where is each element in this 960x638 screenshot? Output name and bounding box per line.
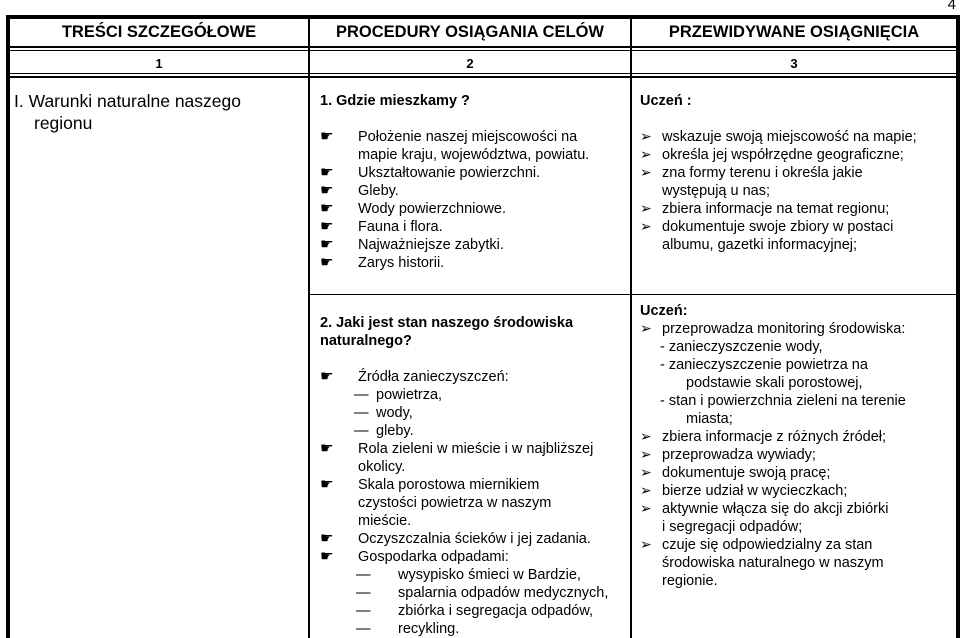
dash-bullet-icon: — — [356, 567, 371, 583]
numbers-divider-2 — [6, 76, 960, 78]
outcome2-block — [638, 302, 953, 590]
list-item: ➢ dokumentuje swoje zbiory w postaci albumu, gazetki informacyjnej; — [640, 218, 894, 253]
dash-bullet-icon: — — [356, 603, 371, 619]
header-col3: PRZEWIDYWANE OSIĄGNIĘCIA — [668, 23, 920, 41]
list-item: ➢ zbiera informacje na temat regionu; — [640, 200, 890, 217]
list-item: ☛ Fauna i flora. — [320, 218, 443, 235]
list-item: ☛ Gleby. — [320, 182, 399, 199]
list-item: ➢ wskazuje swoją miejscowość na mapie; — [640, 128, 917, 145]
pointing-hand-icon: ☛ — [320, 236, 334, 253]
table-top-border — [6, 15, 960, 19]
section-title: I. Warunki naturalne naszego regionu — [14, 91, 241, 133]
list-item: ☛ Najważniejsze zabytki. — [320, 236, 504, 253]
arrow-bullet-icon: ➢ — [640, 428, 652, 444]
arrow-bullet-icon: ➢ — [640, 128, 652, 144]
pointing-hand-icon: ☛ — [320, 440, 334, 457]
pointing-hand-icon: ☛ — [320, 368, 334, 385]
pointing-hand-icon: ☛ — [320, 128, 334, 145]
column-number-1: 1 — [155, 56, 163, 71]
dash-bullet-icon: — — [354, 423, 369, 439]
pointing-hand-icon: ☛ — [320, 200, 334, 217]
pointing-hand-icon: ☛ — [320, 548, 334, 565]
pointing-hand-icon: ☛ — [320, 530, 334, 547]
list-item: ➢ przeprowadza monitoring środowiska: — [640, 320, 906, 337]
list-item: ☛ Gospodarka odpadami: — [320, 548, 509, 565]
list-item: ☛ Źródła zanieczyszczeń: — [320, 368, 509, 385]
arrow-bullet-icon: ➢ — [640, 482, 652, 498]
list-item: ➢ aktywnie włącza się do akcji zbiórki i segregacji odpadów; — [640, 500, 889, 535]
arrow-bullet-icon: ➢ — [640, 500, 652, 516]
list-item: ☛ Oczyszczalnia ścieków i jej zadania. — [320, 530, 591, 547]
sub-item: - zanieczyszczenie wody, — [660, 339, 823, 355]
row-divider — [308, 294, 960, 295]
arrow-bullet-icon: ➢ — [640, 164, 652, 180]
list-item: ☛ Skala porostowa miernikiem czystości powietrza w naszym mieście. — [320, 476, 552, 529]
column-number-3: 3 — [790, 56, 798, 71]
outcome2-heading: Uczeń: — [640, 303, 688, 319]
arrow-bullet-icon: ➢ — [640, 218, 652, 234]
arrow-bullet-icon: ➢ — [640, 200, 652, 216]
sub-item: — powietrza, — [354, 387, 443, 403]
topic2-heading: 2. Jaki jest stan naszego środowiska naturalnego? — [320, 315, 574, 349]
sub-item: - stan i powierzchnia zieleni na terenie miasta; — [660, 393, 906, 427]
sub-item: — gleby. — [354, 423, 414, 439]
header-divider-2 — [6, 50, 960, 51]
arrow-bullet-icon: ➢ — [640, 536, 652, 552]
dash-bullet-icon: — — [354, 405, 369, 421]
header-col1: TREŚCI SZCZEGÓŁOWE — [61, 23, 257, 41]
sub-item: — zbiórka i segregacja odpadów, — [356, 603, 594, 619]
arrow-bullet-icon: ➢ — [640, 446, 652, 462]
list-item: ➢ zna formy terenu i określa jakie występują u nas; — [640, 164, 863, 199]
topic2-block — [320, 314, 628, 638]
sub-item: — wody, — [354, 405, 413, 421]
outcome1-heading: Uczeń : — [640, 93, 692, 109]
arrow-bullet-icon: ➢ — [640, 146, 652, 162]
list-item: ➢ czuje się odpowiedzialny za stan środowiska naturalnego w naszym regionie. — [640, 536, 884, 589]
list-item: ➢ bierze udział w wycieczkach; — [640, 482, 848, 499]
list-item: ☛ Położenie naszej miejscowości na mapie kraju, województwa, powiatu. — [320, 128, 590, 163]
sub-item: — wysypisko śmieci w Bardzie, — [356, 567, 581, 583]
topic1-block — [320, 92, 625, 272]
sub-item: — spalarnia odpadów medycznych, — [356, 585, 609, 601]
right-border — [956, 15, 960, 638]
list-item: ➢ określa jej współrzędne geograficzne; — [640, 146, 904, 163]
left-border — [6, 15, 10, 638]
dash-bullet-icon: — — [356, 621, 371, 637]
list-item: ☛ Wody powierzchniowe. — [320, 200, 507, 217]
list-item: ☛ Zarys historii. — [320, 254, 445, 271]
column-number-2: 2 — [466, 56, 474, 71]
dash-bullet-icon: — — [354, 387, 369, 403]
arrow-bullet-icon: ➢ — [640, 320, 652, 336]
pointing-hand-icon: ☛ — [320, 476, 334, 493]
sub-item: — recykling. — [356, 621, 460, 637]
pointing-hand-icon: ☛ — [320, 164, 334, 181]
dash-bullet-icon: — — [356, 585, 371, 601]
header-col2: PROCEDURY OSIĄGANIA CELÓW — [336, 23, 604, 41]
page-number: 4 — [947, 0, 956, 13]
col-divider-1 — [308, 15, 310, 638]
pointing-hand-icon: ☛ — [320, 218, 334, 235]
list-item: ➢ zbiera informacje z różnych źródeł; — [640, 428, 887, 445]
outcome1-block — [638, 92, 953, 254]
col-divider-2 — [630, 15, 632, 638]
numbers-divider — [6, 73, 960, 74]
pointing-hand-icon: ☛ — [320, 182, 334, 199]
list-item: ☛ Ukształtowanie powierzchni. — [320, 164, 541, 181]
header-divider-1 — [6, 46, 960, 48]
sub-item: - zanieczyszczenie powietrza na podstawie skali porostowej, — [660, 357, 868, 391]
topic1-heading: 1. Gdzie mieszkamy ? — [320, 93, 470, 109]
list-item: ➢ dokumentuje swoją pracę; — [640, 464, 831, 481]
list-item: ➢ przeprowadza wywiady; — [640, 446, 816, 463]
arrow-bullet-icon: ➢ — [640, 464, 652, 480]
list-item: ☛ Rola zieleni w mieście i w najbliższej okolicy. — [320, 440, 594, 475]
pointing-hand-icon: ☛ — [320, 254, 334, 271]
